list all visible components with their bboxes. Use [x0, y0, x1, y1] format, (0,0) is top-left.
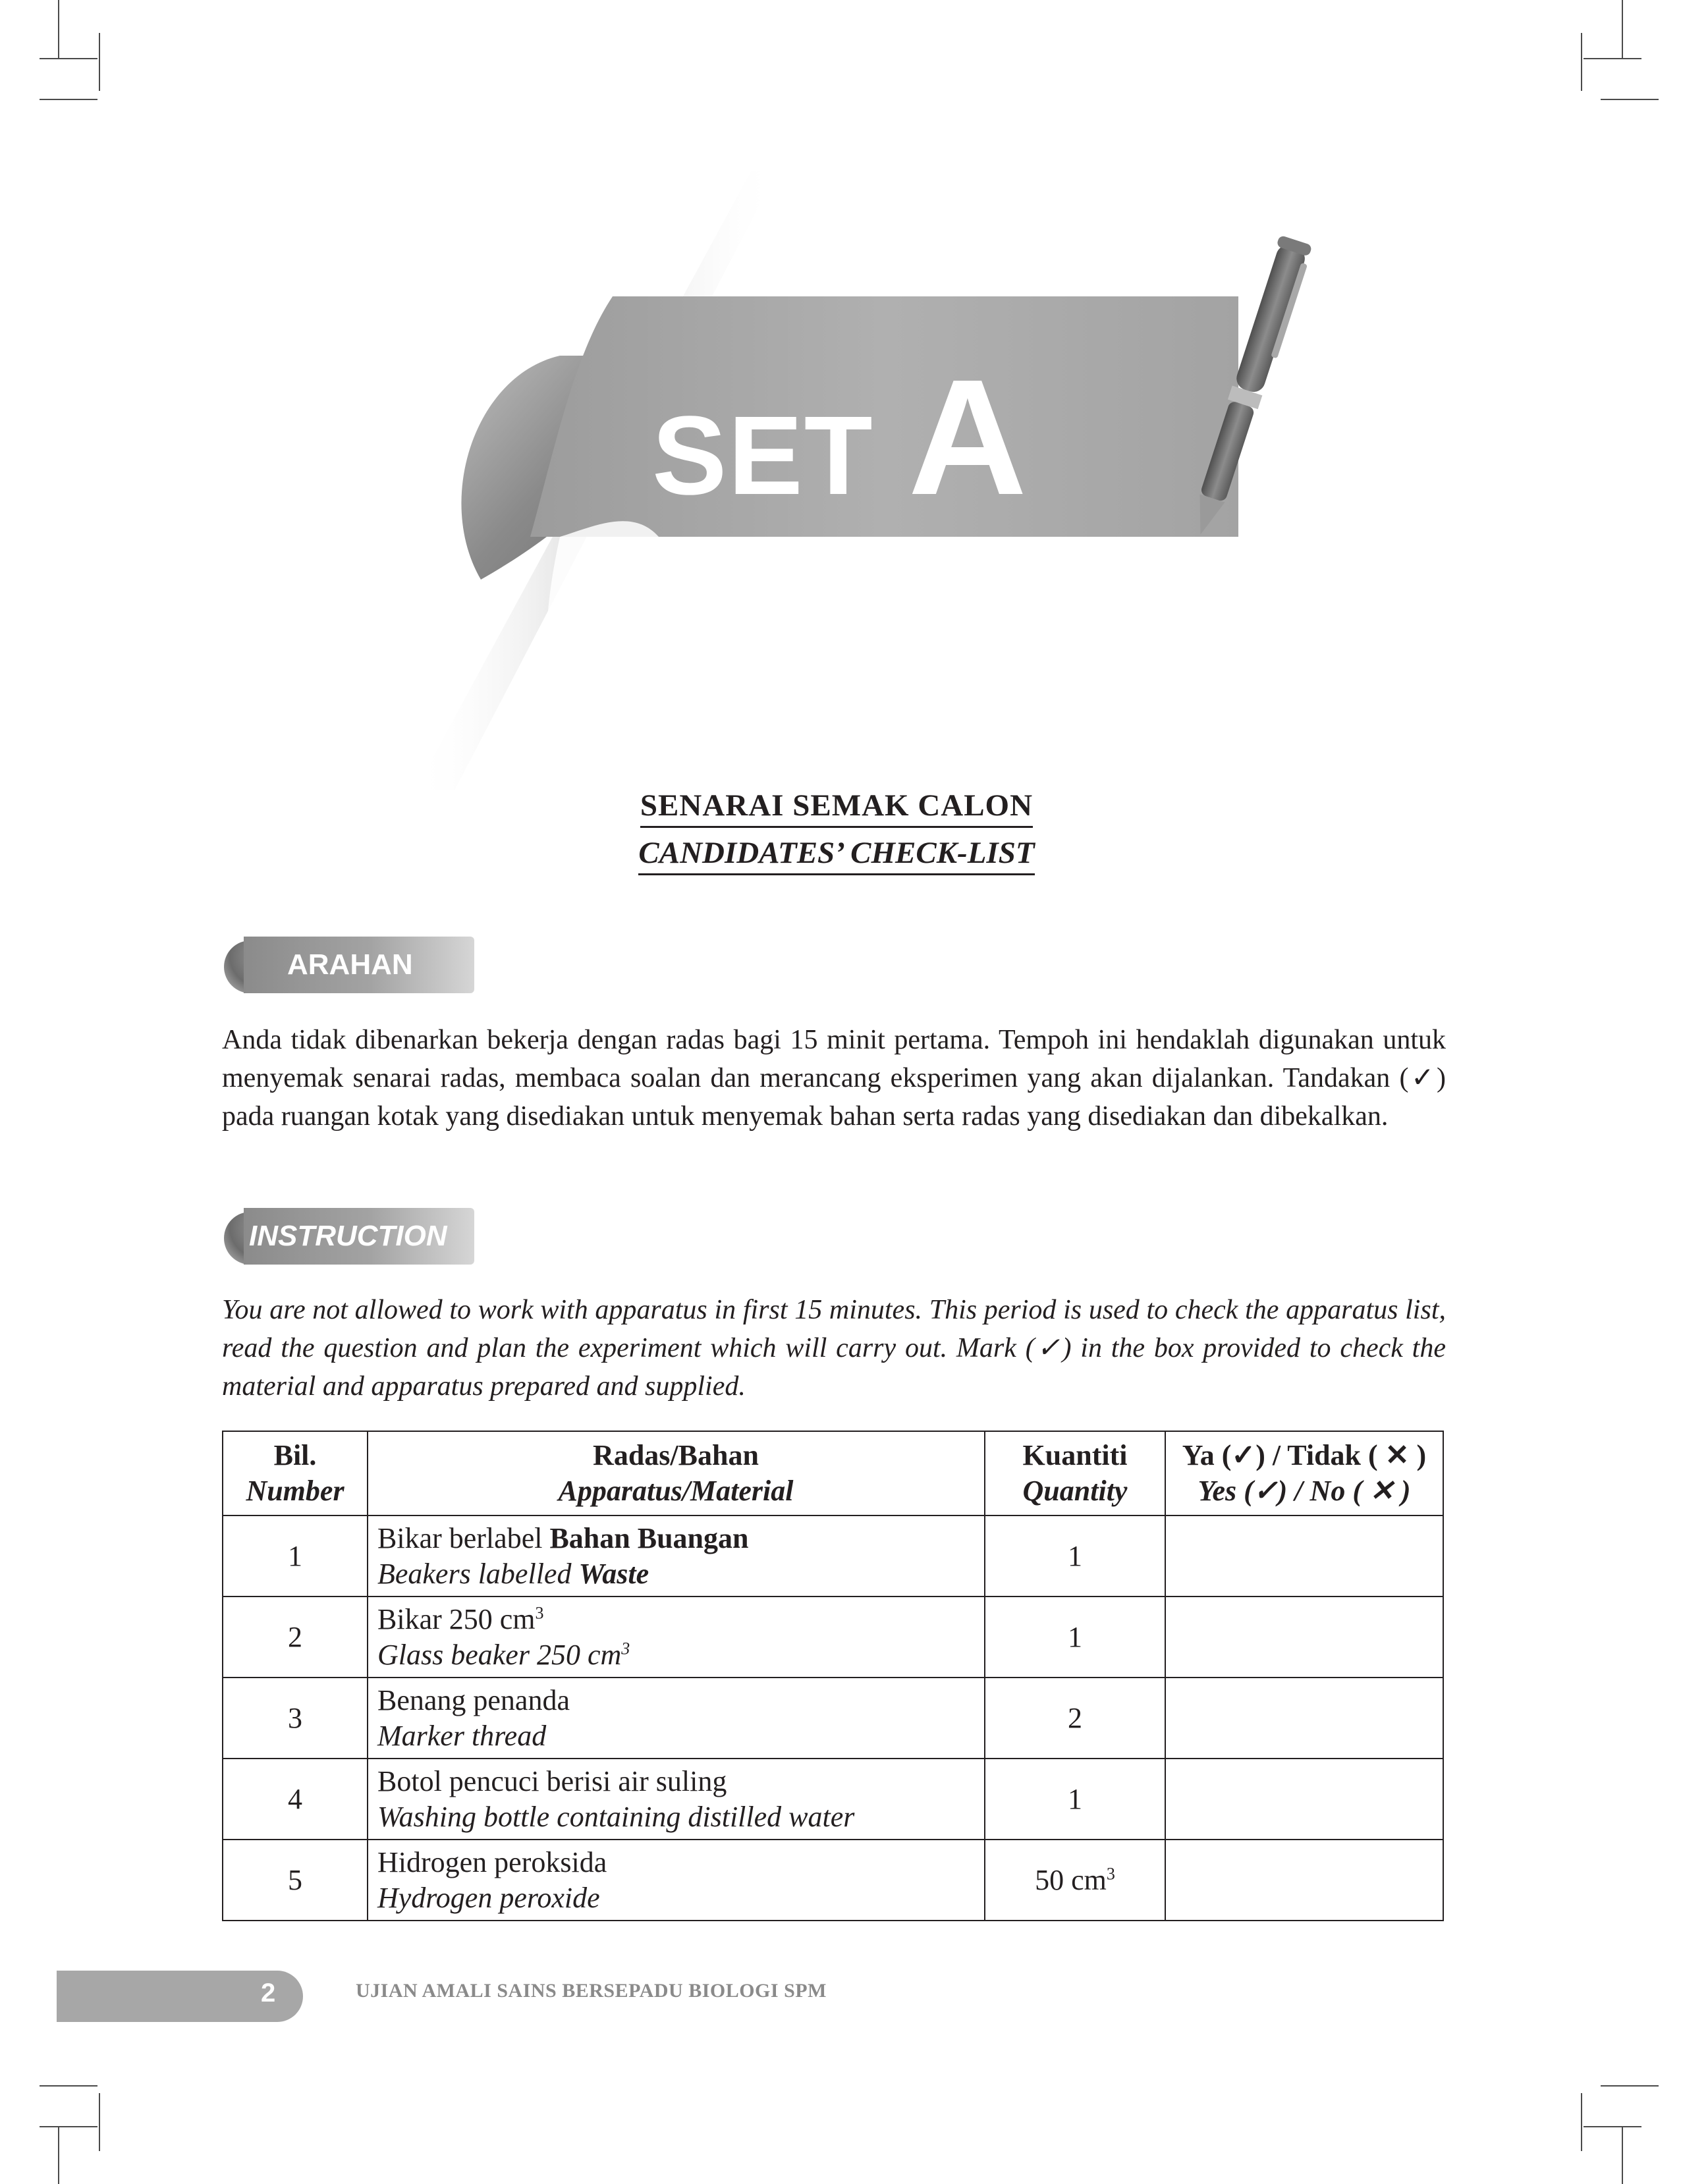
arahan-tab [224, 937, 474, 993]
page-number: 2 [261, 1979, 276, 2007]
material-english: Washing bottle containing distilled water [377, 1800, 855, 1833]
crop-mark [40, 2085, 97, 2087]
row-quantity [985, 1840, 1165, 1921]
crop-mark [1601, 99, 1659, 100]
material-malay: Botol pencuci berisi air suling [377, 1764, 727, 1797]
table-row [223, 1840, 1443, 1921]
footer-title: UJIAN AMALI SAINS BERSEPADU BIOLOGI SPM [356, 1980, 827, 2002]
crop-mark [1584, 2126, 1641, 2127]
table-row [223, 1597, 1443, 1678]
check-box[interactable] [1165, 1759, 1443, 1840]
crop-mark [99, 2093, 100, 2151]
material-english-text: Beakers labelled [377, 1557, 579, 1590]
crop-mark [40, 99, 97, 100]
header-check [1165, 1431, 1443, 1515]
heading-english-text: CANDIDATES’ CHECK-LIST [638, 835, 1034, 875]
header-quantity-ms: Kuantiti [1022, 1439, 1128, 1471]
header-number-ms: Bil. [273, 1439, 317, 1471]
material-english [377, 1637, 983, 1673]
check-box[interactable] [1165, 1597, 1443, 1678]
material-malay-bold: Bahan Buangan [549, 1521, 749, 1554]
set-word: SET [652, 393, 874, 518]
heading-english [593, 835, 1080, 875]
material-malay: Hidrogen peroksida [377, 1845, 607, 1878]
material-english: Hydrogen peroxide [377, 1881, 600, 1914]
header-number [223, 1431, 368, 1515]
unit-superscript: 3 [535, 1602, 544, 1622]
quantity-text: 50 cm [1035, 1863, 1107, 1896]
material-english-text: Glass beaker 250 cm [377, 1638, 622, 1671]
material-english [377, 1556, 983, 1592]
material-english: Marker thread [377, 1719, 547, 1752]
heading-malay [593, 788, 1080, 828]
instruction-tab-label: INSTRUCTION [249, 1220, 447, 1252]
check-box[interactable] [1165, 1515, 1443, 1597]
row-quantity: 1 [985, 1597, 1165, 1678]
instruction-paragraph [222, 1291, 1446, 1406]
row-material [368, 1597, 985, 1678]
crop-mark [58, 0, 59, 58]
arahan-text: Anda tidak dibenarkan bekerja dengan radas bagi 15 minit pertama. Tempoh ini hendaklah digunakan untuk menyemak senarai radas, membaca soalan dan merancang eksperimen yang akan dijalankan. Tandakan (✓) pada ruangan kotak yang disediakan untuk menyemak bahan serta radas yang disediakan dan dibekalkan. [222, 1025, 1446, 1132]
header-material [368, 1431, 985, 1515]
row-material [368, 1678, 985, 1759]
unit-superscript: 3 [1106, 1863, 1115, 1883]
row-number: 1 [223, 1515, 368, 1597]
heading-malay-text: SENARAI SEMAK CALON [640, 788, 1033, 828]
table-row [223, 1515, 1443, 1597]
row-material [368, 1515, 985, 1597]
crop-mark [40, 2126, 97, 2127]
crop-mark [99, 33, 100, 91]
row-number: 3 [223, 1678, 368, 1759]
row-material [368, 1840, 985, 1921]
row-quantity: 1 [985, 1759, 1165, 1840]
checklist-table [222, 1431, 1444, 1921]
arahan-tab-label: ARAHAN [287, 948, 413, 981]
check-box[interactable] [1165, 1678, 1443, 1759]
row-quantity: 2 [985, 1678, 1165, 1759]
banner-highlight [547, 521, 659, 639]
row-material [368, 1759, 985, 1840]
crop-mark [1622, 2126, 1623, 2184]
material-malay [377, 1521, 983, 1556]
table-row [223, 1759, 1443, 1840]
header-quantity-en: Quantity [1022, 1475, 1128, 1507]
crop-mark [40, 58, 97, 59]
material-english-bold: Waste [578, 1557, 649, 1590]
header-material-en: Apparatus/Material [558, 1475, 794, 1507]
unit-superscript: 3 [621, 1638, 630, 1658]
set-title [652, 342, 1113, 529]
row-number: 5 [223, 1840, 368, 1921]
crop-mark [1581, 2093, 1582, 2151]
header-number-en: Number [246, 1475, 344, 1507]
table-header-row [223, 1431, 1443, 1515]
header-quantity [985, 1431, 1165, 1515]
material-malay-text: Bikar 250 cm [377, 1602, 536, 1635]
material-malay: Benang penanda [377, 1683, 570, 1716]
material-malay [377, 1602, 983, 1637]
set-letter: A [908, 345, 1028, 529]
header-material-ms: Radas/Bahan [593, 1439, 759, 1471]
crop-mark [1601, 2085, 1659, 2087]
material-malay-text: Bikar berlabel [377, 1521, 550, 1554]
crop-mark [1584, 58, 1641, 59]
crop-mark [58, 2126, 59, 2184]
row-quantity: 1 [985, 1515, 1165, 1597]
arahan-paragraph [222, 1021, 1446, 1135]
instruction-tab [224, 1208, 474, 1265]
check-box[interactable] [1165, 1840, 1443, 1921]
row-number: 2 [223, 1597, 368, 1678]
header-check-en: Yes (✓) / No ( ✕ ) [1198, 1475, 1411, 1507]
row-number: 4 [223, 1759, 368, 1840]
crop-mark [1581, 33, 1582, 91]
crop-mark [1622, 0, 1623, 58]
table-row [223, 1678, 1443, 1759]
header-check-ms: Ya (✓) / Tidak ( ✕ ) [1182, 1439, 1427, 1471]
instruction-text: You are not allowed to work with apparatus in first 15 minutes. This period is used to check the apparatus list, read the question and plan the experiment which will carry out. Mark (✓) in the box provided to check the material and apparatus prepared and supplied. [222, 1295, 1446, 1402]
